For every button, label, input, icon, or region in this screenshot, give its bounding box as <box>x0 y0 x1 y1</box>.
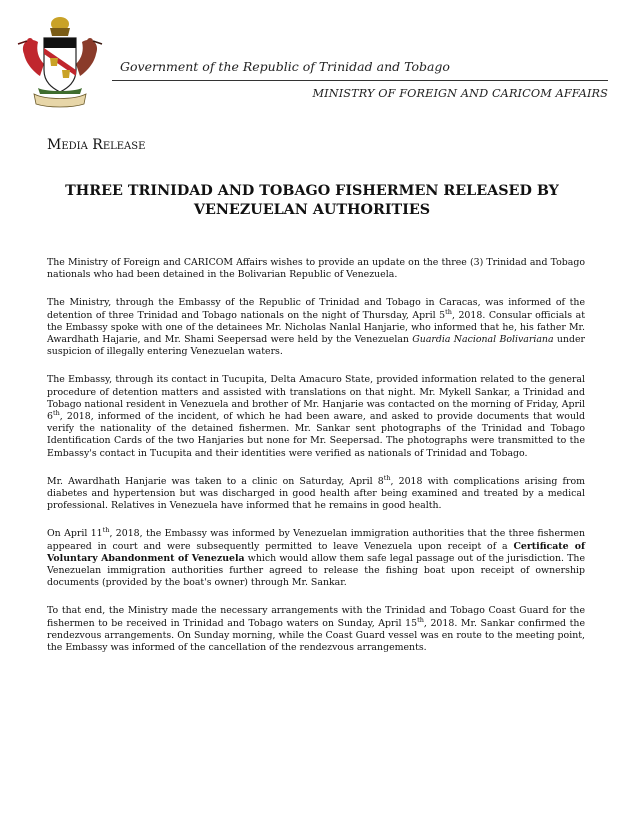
paragraph-4-text-b: , 2018 with complications arising from diabetes and hypertension but was discharged in good health after being examined and treated by a medical professional. Relatives in Venezuela have informed that he remains in good health. <box>47 475 585 512</box>
paragraph-4 <box>47 473 585 513</box>
paragraph-4-text-a: Mr. Awardhath Hanjarie was taken to a clinic on Saturday, April 8 <box>47 475 384 487</box>
paragraph-2-text-a: The Ministry, through the Embassy of the Republic of Trinidad and Tobago in Caracas, was informed of the detention of three Trinidad and Tobago nationals on the night of Thursday, April 5 <box>47 297 585 321</box>
headline-line-1: THREE TRINIDAD AND TOBAGO FISHERMEN RELEASED BY <box>65 183 559 199</box>
paragraph-1: The Ministry of Foreign and CARICOM Affairs wishes to provide an update on the three (3) Trinidad and Tobago nationals who had been detained in the Bolivarian Republic of Venezuela. <box>47 257 585 281</box>
paragraph-2-italic: Guardia Nacional Bolivariana <box>412 334 554 346</box>
ordinal-suffix: th <box>445 307 452 316</box>
headline <box>40 182 584 220</box>
paragraph-6 <box>47 605 585 654</box>
ordinal-suffix: th <box>417 615 424 624</box>
headline-line-2: VENEZUELAN AUTHORITIES <box>193 202 431 218</box>
ordinal-suffix: th <box>52 408 60 417</box>
paragraph-3-text-b: , 2018, informed of the incident, of which he had been aware, and asked to provide documents that would verify the nationality of the detained fishermen. Mr. Sankar sent photographs of the Trinidad and Tobago Identification Cards of the two Hanjaries but none for Mr. Seepersad. The photographs were transmitted to the Embassy's contact in Tucupita and their identities were verified as nationals of Trinidad and Tobago. <box>47 411 585 459</box>
ministry-name: MINISTRY OF FOREIGN AND CARICOM AFFAIRS <box>312 87 608 100</box>
government-name: Government of the Republic of Trinidad and Tobago <box>120 59 450 74</box>
paragraph-3-text-a: The Embassy, through its contact in Tucupita, Delta Amacuro State, provided information related to the general procedure of detention matters and assisted with translations on that night. Mr. Mykell Sankar, a Trinidad and Tobago national resident in Venezuela and brother of Mr. Hanjarie was contacted on the morning of Friday, April 6 <box>47 374 585 423</box>
ordinal-suffix: th <box>102 526 110 535</box>
paragraph-6-text-b: , 2018. Mr. Sankar confirmed the rendezvous arrangements. On Sunday morning, while the Coast Guard vessel was en route to the meeting point, the Embassy was informed of the cancellation of the rendezvous arrangements. <box>47 617 585 654</box>
document-label: Media Release <box>47 137 146 153</box>
paragraph-2-text-b: , 2018. Consular officials at the Embassy spoke with one of the detainees Mr. Nicholas Nanlal Hanjarie, who informed that he, his father Mr. Awardhath Hajarie, and Mr. Shami Seepersad were held by the Venezuelan <box>47 309 585 346</box>
coat-of-arms-icon <box>10 14 110 112</box>
paragraph-5-bold: Certificate of Voluntary Abandonment of Venezuela <box>47 540 585 564</box>
paragraph-2 <box>47 297 585 358</box>
header-divider <box>112 80 608 81</box>
paragraph-5-text-a: On April 11 <box>47 528 103 540</box>
paragraph-5-text-c: which would allow them safe legal passage out of the jurisdiction. The Venezuelan immigration authorities further agreed to release the fishing boat upon receipt of ownership documents (provided by the boat's owner) through Mr. Sankar. <box>47 552 585 589</box>
paragraph-6-text-a: To that end, the Ministry made the necessary arrangements with the Trinidad and Tobago Coast Guard for the fishermen to be received in Trinidad and Tobago waters on Sunday, April 15 <box>47 605 585 629</box>
paragraph-2-text-c: under suspicion of illegally entering Venezuelan waters. <box>47 334 585 358</box>
ordinal-suffix: th <box>383 473 391 482</box>
paragraph-5-text-b: , 2018, the Embassy was informed by Venezuelan immigration authorities that the three fishermen appeared in court and were subsequently permitted to leave Venezuela upon receipt of a <box>47 528 585 552</box>
release-body <box>47 257 585 670</box>
paragraph-3 <box>47 374 585 459</box>
paragraph-5 <box>47 528 585 589</box>
